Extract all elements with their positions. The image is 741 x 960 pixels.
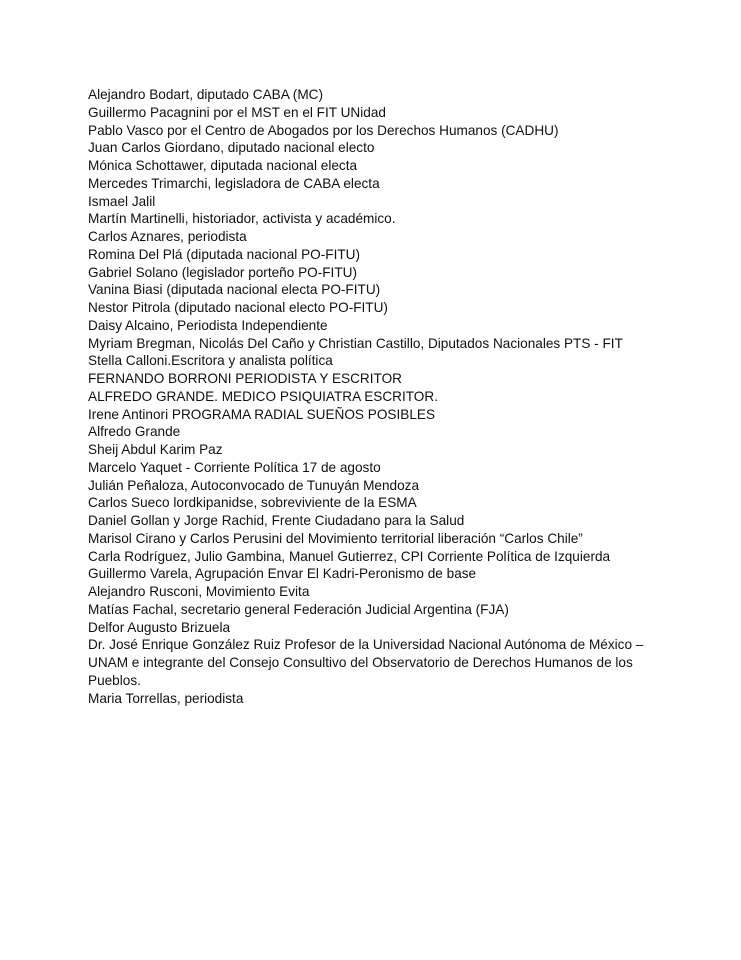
list-item: Martín Martinelli, historiador, activista y académico.	[88, 211, 396, 227]
list-item: Carla Rodríguez, Julio Gambina, Manuel Gutierrez, CPI Corriente Política de Izquierda	[88, 548, 611, 564]
list-item: Matías Fachal, secretario general Federación Judicial Argentina (FJA)	[88, 601, 509, 617]
signatories-list	[88, 86, 708, 707]
list-item-multiline	[88, 636, 708, 689]
list-item-line: Pueblos.	[88, 672, 141, 688]
list-item: FERNANDO BORRONI PERIODISTA Y ESCRITOR	[88, 371, 402, 386]
list-item: Romina Del Plá (diputada nacional PO-FITU)	[88, 246, 360, 262]
list-item: Alejandro Rusconi, Movimiento Evita	[88, 584, 310, 599]
list-item: Sheij Abdul Karim Paz	[88, 442, 223, 457]
list-item: Stella Calloni.Escritora y analista política	[88, 353, 333, 369]
list-item: Maria Torrellas, periodista	[88, 690, 244, 706]
list-item: Pablo Vasco por el Centro de Abogados por los Derechos Humanos (CADHU)	[88, 122, 559, 138]
list-item-line: UNAM e integrante del Consejo Consultivo del Observatorio de Derechos Humanos de los	[88, 655, 633, 670]
list-item: Carlos Aznares, periodista	[88, 229, 247, 244]
list-item: Mónica Schottawer, diputada nacional electa	[88, 158, 358, 173]
list-item: Carlos Sueco lordkipanidse, sobreviviente de la ESMA	[88, 495, 417, 511]
list-item: Delfor Augusto Brizuela	[88, 619, 231, 635]
list-item: Guillermo Varela, Agrupación Envar El Kadri-Peronismo de base	[88, 566, 477, 582]
list-item: Daniel Gollan y Jorge Rachid, Frente Ciudadano para la Salud	[88, 513, 465, 528]
list-item: Marcelo Yaquet - Corriente Política 17 de agosto	[88, 459, 381, 475]
list-item: Irene Antinori PROGRAMA RADIAL SUEÑOS POSIBLES	[88, 406, 436, 422]
list-item: Guillermo Pacagnini por el MST en el FIT UNidad	[88, 104, 386, 120]
list-item: Daisy Alcaino, Periodista Independiente	[88, 317, 328, 333]
list-item: Myriam Bregman, Nicolás Del Caño y Christian Castillo, Diputados Nacionales PTS - FIT	[88, 335, 623, 351]
list-item: Julián Peñaloza, Autoconvocado de Tunuyán Mendoza	[88, 477, 420, 493]
list-item: Ismael Jalil	[88, 193, 156, 209]
list-item: Gabriel Solano (legislador porteño PO-FITU)	[88, 264, 357, 280]
list-item: Vanina Biasi (diputada nacional electa PO-FITU)	[88, 282, 381, 298]
list-item-line: Dr. José Enrique González Ruiz Profesor de la Universidad Nacional Autónoma de México –	[88, 637, 644, 653]
list-item: Mercedes Trimarchi, legisladora de CABA electa	[88, 175, 380, 191]
list-item: Nestor Pitrola (diputado nacional electo PO-FITU)	[88, 300, 388, 315]
list-item: Juan Carlos Giordano, diputado nacional electo	[88, 140, 375, 156]
list-item: ALFREDO GRANDE. MEDICO PSIQUIATRA ESCRITOR.	[88, 388, 438, 404]
list-item: Marisol Cirano y Carlos Perusini del Movimiento territorial liberación “Carlos Chile”	[88, 530, 583, 546]
list-item: Alejandro Bodart, diputado CABA (MC)	[88, 87, 323, 102]
list-item: Alfredo Grande	[88, 424, 181, 440]
